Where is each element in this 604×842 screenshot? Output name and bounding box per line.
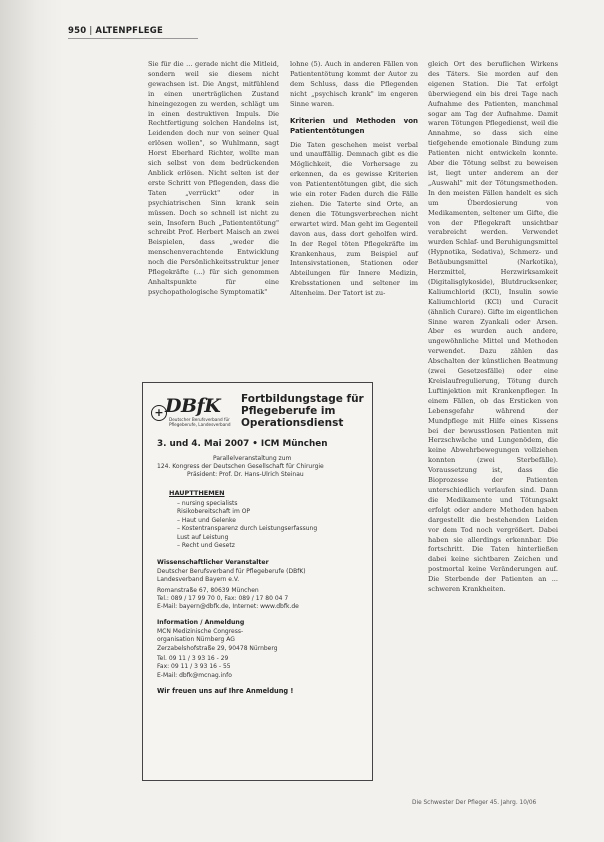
info-line: Zerzabelshofstraße 29, 90478 Nürnberg [157,645,278,652]
section-subheading: Kriterien und Methoden von Patiententötungen [290,116,418,135]
themes-list [177,500,317,550]
organizer-line: Romanstraße 67, 80639 München [157,587,259,594]
organizer-line: Landesverband Bayern e.V. [157,576,240,583]
header-separator: | [89,26,93,36]
section-title: ALTENPFLEGE [95,26,163,36]
page-footer: Die Schwester Der Pfleger 45. Jahrg. 10/06 [412,800,537,806]
column-2-body: Die Taten geschehen meist verbal und unauffällig. Demnach gibt es die Möglichkeit, die Vorhersage zu erkennen, da es gewisse Kriterien von Patiententötungen gibt, die sich wie ein roter Faden durch die Fälle ziehen. Die Taterte sind Orte, an denen die Tötungsverbrechen nicht erwartet wird. Man geht im Gegenteil davon aus, dass dort geholfen wird. In der Regel töten Pflegekräfte im Krankenhaus, zum Beispiel auf Intensivstationen, Stationen oder Abteilungen für Innere Medizin, Krebsstationen und seltener im Altenheim. Der Tatort ist zu- [290,140,418,298]
theme-item: Lust auf Leistung [177,533,229,541]
theme-item: – Recht und Gesetz [177,542,235,550]
article-column-1 [148,60,279,298]
column-2-intro: lohne (5). Auch in anderen Fällen von Patiententötung kommt der Autor zu dem Schluss, dass die Pflegenden nicht „psychisch krank" im engeren Sinne waren. [290,60,418,108]
closing-line: Wir freuen uns auf Ihre Anmeldung ! [157,687,294,695]
theme-item: – nursing specialists [177,500,238,507]
logo-text: DBfK [165,395,221,417]
ad-parallel: Parallelveranstaltung zum [213,455,292,462]
article-column-3 [428,60,558,595]
ad-dates: 3. und 4. Mai 2007 • ICM München [157,439,328,449]
page-number: 950 [68,26,87,36]
article-column-2 [290,60,418,299]
advertisement-box [142,382,373,781]
info-heading: Information / Anmeldung [157,619,245,626]
ad-title [241,393,366,429]
theme-item: – Kostentransparenz durch Leistungserfassung [177,525,318,533]
ad-title-line-1: Fortbildungstage für [241,393,364,405]
column-3-text: gleich Ort des beruflichen Wirkens des Täters. Sie morden auf den eigenen Station. Die Tat erfolgt überwiegend ein bis drei Tage nach Aufnahme des Patienten, manchmal sogar am Tag der Aufnahme. Damit waren Tötungen Pflegedienst, weil die Annahme, so dass sich eine tiefgehende emotionale Bindung zum Patienten nicht entwickeln konnte. Aber die Tötung selbst zu beweisen ist, liegt unter anderem an der „Auswahl" mit der Tötungsmethoden. In den meisten Fällen handelt es sich um Überdosierung von Medikamenten, seltener um Gifte, die von der Pflegekraft unsichtbar verabreicht werden. Verwendet wurden Schlaf- und Beruhigungsmittel (Hypnotika, Sedativa), Schmerz- und Betäubungsmittel (Narkotika), Herzmittel, Herzwirksamkeit (Digitalisglykoside), Blutdrucksenker, Kaliumchlorid (KCl), Insulin sowie Kaliumchlorid (KCl) und Curacit (ähnlich Curare). Gifte im eigentlichen Sinne waren Zyankali oder Arsen. Aber es wurden auch andere, ungewöhnliche Mittel und Methoden verwendet. Dazu zählen das Abschalten der künstlichen Beatmung (zwei Gesetzesfälle) oder eine Kreislaufregulierung, Tötung durch Luftinjektion mit Krankenpfleger. In einem Fällen, ob das Ersticken von Lebensgefahr während der Mundpflege mit Hilfe eines Kissens bei der bewusstlosen Patienten mit Herzschwäche und Lungenödem, die keine Abwehrbewegungen vollziehen konnten (zwei Sterbefälle). Voraussetzung ist, dass die Bioprozesse der Patienten unterschiedlich verlaufen sind. Dann die Medikamente und Tötungsakt erfolgt oder andere Methoden haben dargestellt die bestehenden Leiden vor dem Tod noch vergrößert. Dabei haben sie allerdings erkennbar. Die fortschritt. Die Taten hinterließen dabei keine sichtbaren Zeichen und postmortal keine Veränderungen auf. Die Sterbende der Patienten an ... schweren Krankheiten. [428,60,558,594]
info-line: organisation Nürnberg AG [157,636,235,643]
organizer-line: Tel.: 089 / 17 99 70 0, Fax: 089 / 17 80 04 7 [157,595,289,602]
column-1-text: Sie für die ... gerade nicht die Mitleid, sondern weil sie diesem nicht gewachsen ist. Die Angst, mitfühlend in einen unerträglichen Zustand hineingezogen zu werden, schlägt um in einen destruktiven Impuls. Die Rechtfertigung solchen Handelns ist, Leidenden doch nur von seiner Qual erlösen wollen", so Wuhlmann, sagt Horst Eberhard Richter, wollte man sich selbst von dem bedrückenden Anblick erlösen. Nicht selten ist der erste Schritt von Pflegenden, dass die Taten „verrückt" oder in psychiatrischen Sinn krank sein müssen. Doch so schnell ist nicht zu sein, Insofern Buch „Patiententötung" schreibt Prof. Herbert Maisch an zwei Beispielen, dass „weder die menschenverachtende Entwicklung noch die Persönlichkeitsstruktur jener Pflegekräfte (...) für sich genommen Anhaltspunkte für eine psychopathologische Symptomatik" [148,60,279,296]
ad-title-line-2: Pflegeberufe im [241,405,336,417]
info-line: E-Mail: dbfk@mcnag.info [157,672,232,679]
header-rule [68,38,198,39]
info-line: MCN Medizinische Congress- [157,628,244,635]
ad-congress: 124. Kongress der Deutschen Gesellschaft für Chirurgie [157,463,324,470]
theme-item: – Haut und Gelenke [177,516,236,524]
organizer-line: Deutscher Berufsverband für Pflegeberufe (DBfK) [157,568,306,575]
themes-heading: HAUPTTHEMEN [169,489,225,497]
logo-subtext: Deutscher Berufsverband für Pflegeberufe, Landesverband [169,417,231,427]
info-line: Tel. 09 11 / 3 93 16 - 29 [157,655,229,662]
dbfk-logo [151,391,229,431]
ad-president: Präsident: Prof. Dr. Hans-Ulrich Steinau [187,471,304,478]
organizer-heading: Wissenschaftlicher Veranstalter [157,559,269,566]
info-line: Fax: 09 11 / 3 93 16 - 55 [157,663,231,670]
theme-item: Risikobereitschaft im OP [177,508,251,516]
cross-icon: + [151,405,167,421]
page-header [68,26,163,36]
page-gutter-shadow [0,0,62,842]
ad-title-line-3: Operationsdienst [241,417,344,429]
organizer-line: E-Mail: bayern@dbfk.de, Internet: www.dbfk.de [157,603,299,610]
